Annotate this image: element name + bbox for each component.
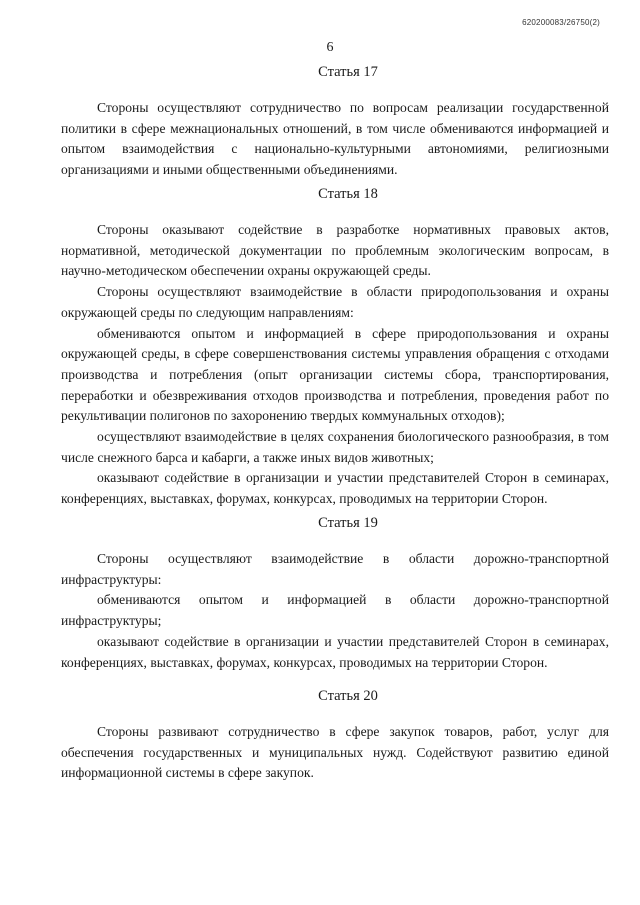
article-paragraph: Стороны осуществляют взаимодействие в области дорожно-транспортной инфраструктуры: [61,551,609,587]
article-title: Статья 19 [318,515,378,531]
document-id: 620200083/26750(2) [522,18,600,27]
article-paragraph: оказывают содействие в организации и участии представителей Сторон в семинарах, конференциях, выставках, форумах, конкурсах, проводимых на территории Сторон. [61,470,609,507]
article-title: Статья 20 [318,688,378,704]
article-paragraph: обмениваются опытом и информацией в сфере природопользования и охраны окружающей среды, в сфере совершенствования системы управления обращения с отходами производства и потребления (опыт организации системы сбора, транспортирования, переработки и обезвреживания отходов производства и потребления, проведения работ по рекультивации полигонов по захоронению твердых коммунальных отходов); [61,325,609,424]
article-paragraph: Стороны осуществляют взаимодействие в области природопользования и охраны окружающей среды по следующим направлениям: [61,284,609,320]
article-20 [61,686,609,784]
article-title: Статья 18 [318,186,378,202]
article-19 [61,513,609,673]
article-18 [61,184,609,510]
article-17 [61,62,609,181]
article-paragraph: Стороны оказывают содействие в разработке нормативных правовых актов, нормативной, методической документации по проблемным экологическим вопросам, в научно-методическом обеспечении охраны окружающей среды. [61,222,609,279]
article-paragraph: Стороны осуществляют сотрудничество по вопросам реализации государственной политики в сфере межнациональных отношений, в том числе обмениваются информацией и опытом взаимодействия с национально-культурными автономиями, религиозными организациями и иными общественными объединениями. [61,100,609,178]
article-title: Статья 17 [318,64,378,80]
page-number: 6 [326,40,334,55]
article-paragraph: Стороны развивают сотрудничество в сфере закупок товаров, работ, услуг для обеспечения государственных и муниципальных нужд. Содействуют развитию единой информационной системы в сфере закупок. [61,724,609,781]
article-paragraph: обмениваются опытом и информацией в области дорожно-транспортной инфраструктуры; [61,592,609,629]
article-paragraph: оказывают содействие в организации и участии представителей Сторон в семинарах, конференциях, выставках, форумах, конкурсах, проводимых на территории Сторон. [61,633,609,670]
article-paragraph: осуществляют взаимодействие в целях сохранения биологического разнообразия, в том числе снежного барса и кабарги, а также иных видов животных; [61,429,609,465]
